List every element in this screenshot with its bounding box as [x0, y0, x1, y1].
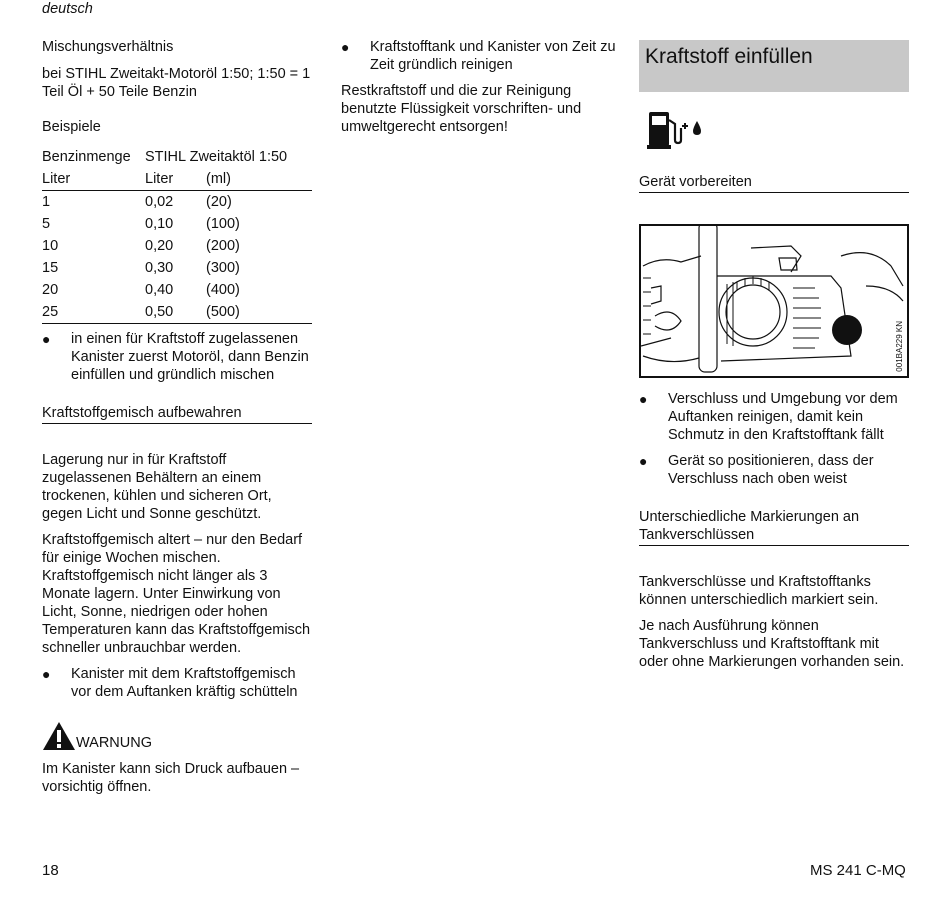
table-header-cell: Benzinmenge [42, 149, 131, 165]
table-cell: 15 [42, 260, 59, 276]
table-cell: (500) [206, 301, 312, 324]
column-left [42, 38, 312, 796]
model-name: MS 241 C-MQ [810, 862, 906, 879]
store-heading: Kraftstoffgemisch aufbewahren [42, 404, 312, 424]
chainsaw-illustration-icon [641, 226, 907, 376]
bullet-text: Verschluss und Umgebung vor dem Auftanken reinigen, damit kein Schmutz in den Kraftstofftank fällt [668, 391, 898, 443]
table-cell: 0,40 [145, 282, 174, 298]
store-text: Lagerung nur in für Kraftstoff zugelassenen Behältern an einem trockenen, kühlen und sicheren Ort, gegen Licht und Sonne geschützt. [42, 452, 272, 522]
warning-label: WARNUNG [76, 735, 152, 751]
aging-text: – nur den Bedarf für einige Wochen mischen. Kraftstoffgemisch nicht länger als 3 Monate lagern. Unter Einwirkung von Licht, Sonne, niedrigen oder hohen Temperaturen kann das Kraftstoffgemisch schneller unbrauchbar werden. [42, 532, 311, 656]
table-row [42, 213, 312, 235]
table-cell: 5 [42, 216, 51, 232]
language-label: deutsch [42, 1, 93, 17]
list-item [42, 665, 312, 701]
warning-text: Im Kanister kann sich Druck aufbauen – vorsichtig öffnen. [42, 761, 300, 795]
table-header-cell: (ml) [206, 168, 312, 191]
bullet-icon: ● [42, 331, 51, 347]
table-cell: 10 [42, 238, 59, 254]
table-cell: 0,30 [145, 260, 174, 276]
mix-table [42, 146, 312, 324]
table-row [42, 257, 312, 279]
table-row [42, 235, 312, 257]
marks-text-2: Je nach Ausführung können Tankverschluss und Kraftstofftank mit oder ohne Markierungen vorhanden sein. [639, 618, 905, 670]
bullet-icon: ● [639, 391, 648, 407]
fuel-icon-wrap [639, 110, 909, 154]
table-cell: (200) [206, 238, 240, 254]
table-header-cell: Liter [145, 168, 206, 191]
table-cell: (400) [206, 282, 240, 298]
table-cell: 0,50 [145, 301, 206, 324]
list-item [639, 452, 909, 488]
aging-paragraph [42, 531, 312, 657]
page-number: 18 [42, 862, 59, 879]
mix-text: bei STIHL Zweitakt-Motoröl 1:50; 1:50 = 1 Teil Öl + 50 Teile Benzin [42, 66, 311, 100]
table-row [42, 191, 312, 214]
table-cell: 1 [42, 194, 51, 210]
bullet-icon: ● [639, 453, 648, 469]
aging-bold: Kraftstoffgemisch altert [42, 532, 191, 548]
table-header-cell: Liter [42, 168, 145, 191]
column-right [639, 40, 909, 671]
mix-heading: Mischungsverhältnis [42, 39, 174, 55]
list-item [341, 38, 616, 74]
column-middle [341, 38, 616, 136]
disposal-text: Restkraftstoff und die zur Reinigung benutzte Flüssigkeit vorschriften- und umweltgerecht entsorgen! [341, 83, 582, 135]
bullet-text: Kraftstofftank und Kanister von Zeit zu Zeit gründlich reinigen [370, 39, 616, 73]
table-cell: 0,20 [145, 238, 174, 254]
bullet-icon: ● [341, 39, 350, 55]
table-cell: 25 [42, 301, 145, 324]
fuel-pump-icon [639, 110, 703, 150]
section-title: Kraftstoff einfüllen [639, 40, 909, 92]
warning-triangle-icon [42, 721, 76, 751]
bullet-text: Gerät so positionieren, dass der Verschluss nach oben weist [668, 453, 874, 487]
bullet-text: Kanister mit dem Kraftstoffgemisch vor dem Auftanken kräftig schütteln [71, 666, 298, 700]
table-row [42, 279, 312, 301]
table-cell: 20 [42, 282, 59, 298]
marks-text-1: Tankverschlüsse und Kraftstofftanks können unterschiedlich markiert sein. [639, 574, 879, 608]
examples-heading: Beispiele [42, 119, 101, 135]
bullet-text: in einen für Kraftstoff zugelassenen Kanister zuerst Motoröl, dann Benzin einfüllen und gründlich mischen [71, 331, 309, 383]
bullet-icon: ● [42, 666, 51, 682]
warning-header [42, 721, 312, 753]
table-cell: (300) [206, 260, 240, 276]
prep-heading: Gerät vorbereiten [639, 173, 909, 193]
table-cell: 0,10 [145, 216, 174, 232]
table-cell: 0,02 [145, 194, 174, 210]
list-item [42, 330, 312, 384]
table-cell: (20) [206, 194, 232, 210]
table-row [42, 301, 312, 324]
table-cell: (100) [206, 216, 240, 232]
chainsaw-figure [639, 224, 909, 378]
marks-heading: Unterschiedliche Markierungen an Tankverschlüssen [639, 508, 909, 546]
list-item [639, 390, 909, 444]
table-header-cell: STIHL Zweitaktöl 1:50 [145, 149, 288, 165]
figure-code: 001BA229 KN [895, 321, 904, 372]
